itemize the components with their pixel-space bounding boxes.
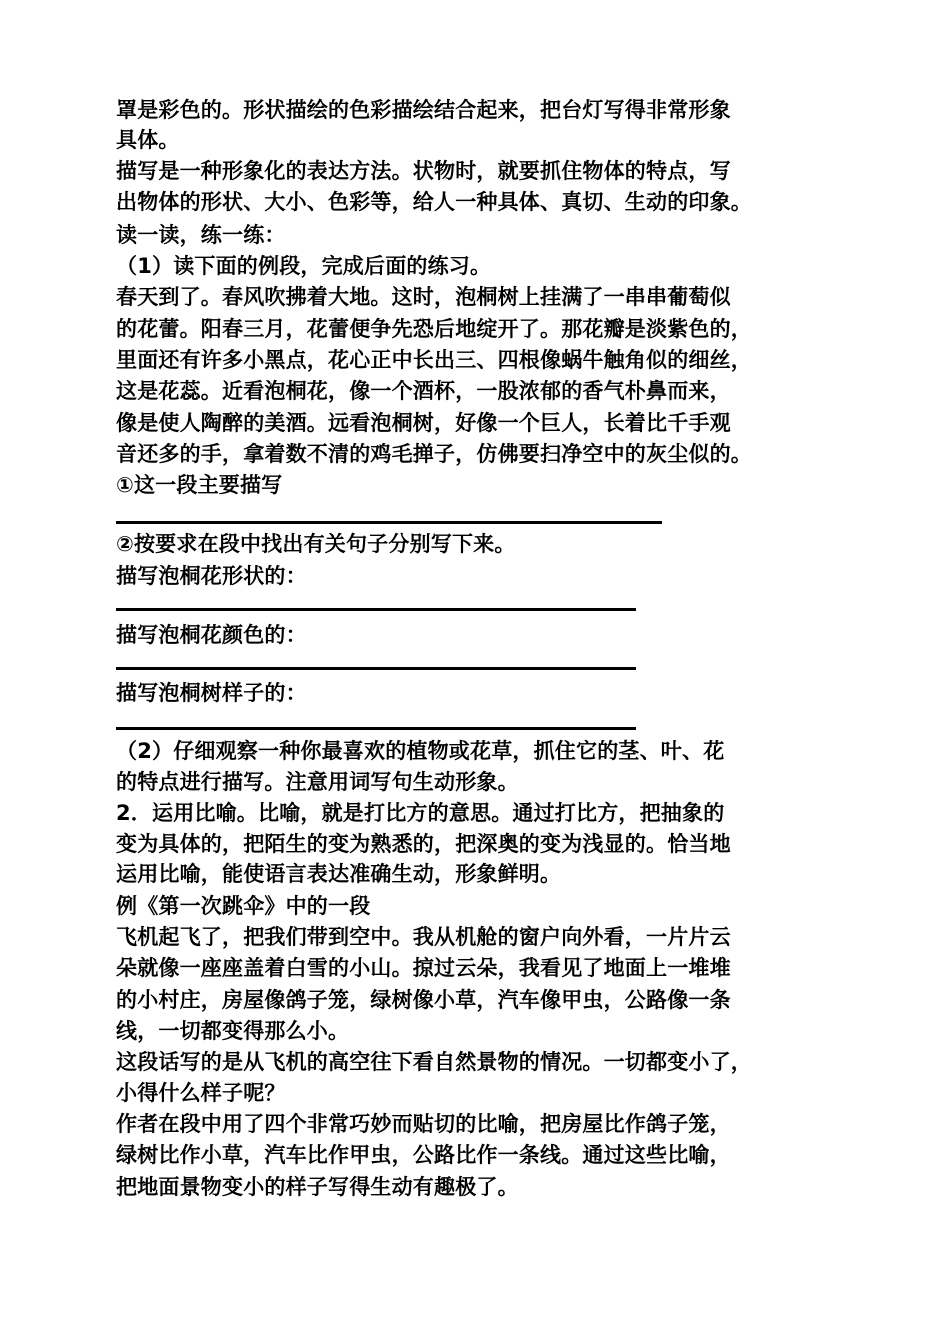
text-line: 里面还有许多小黑点，花心正中长出三、四根像蜗牛触角似的细丝， [116, 348, 752, 372]
text-line: 运用比喻，能使语言表达准确生动，形象鲜明。 [116, 862, 562, 886]
text-line: （2）仔细观察一种你最喜欢的植物或花草，抓住它的茎、叶、花 [116, 739, 725, 763]
question-2-label: ②按要求在段中找出有关句子分别写下来。 [116, 532, 516, 556]
text-line: 读一读，练一练： [116, 223, 286, 247]
answer-blank[interactable] [116, 667, 636, 670]
text-line: 飞机起飞了，把我们带到空中。我从机舱的窗户向外看，一片片云 [116, 925, 731, 949]
answer-blank[interactable] [116, 608, 636, 611]
text-line: 罩是彩色的。形状描绘的色彩描绘结合起来，把台灯写得非常形象 [116, 98, 731, 122]
text-line: 这段话写的是从飞机的高空往下看自然景物的情况。一切都变小了， [116, 1050, 752, 1074]
text-line: 朵就像一座座盖着白雪的小山。掠过云朵，我看见了地面上一堆堆 [116, 956, 731, 980]
text-line: 描写是一种形象化的表达方法。状物时，就要抓住物体的特点，写 [116, 159, 731, 183]
text-line: 的特点进行描写。注意用词写句生动形象。 [116, 770, 519, 794]
text-line: 具体。 [116, 128, 180, 152]
answer-blank[interactable] [116, 727, 636, 730]
text-line: 把地面景物变小的样子写得生动有趣极了。 [116, 1175, 519, 1199]
question-1-label: ①这一段主要描写 [116, 473, 283, 497]
text-line: 线，一切都变得那么小。 [116, 1019, 350, 1043]
text-line: 2．运用比喻。比喻，就是打比方的意思。通过打比方，把抽象的 [116, 801, 725, 825]
text-line: 出物体的形状、大小、色彩等，给人一种具体、真切、生动的印象。 [116, 190, 752, 214]
text-line: （1）读下面的例段，完成后面的练习。 [116, 254, 492, 278]
text-line: 的小村庄，房屋像鸽子笼，绿树像小草，汽车像甲虫，公路像一条 [116, 988, 731, 1012]
text-line: 春天到了。春风吹拂着大地。这时，泡桐树上挂满了一串串葡萄似 [116, 285, 731, 309]
text-line: 的花蕾。阳春三月，花蕾便争先恐后地绽开了。那花瓣是淡紫色的， [116, 317, 752, 341]
text-line: 描写泡桐树样子的： [116, 681, 307, 705]
text-line: 变为具体的，把陌生的变为熟悉的，把深奥的变为浅显的。恰当地 [116, 832, 731, 856]
answer-blank[interactable] [116, 521, 662, 524]
text-line: 这是花蕊。近看泡桐花，像一个酒杯，一股浓郁的香气朴鼻而来， [116, 379, 731, 403]
text-line: 描写泡桐花颜色的： [116, 623, 307, 647]
text-line: 描写泡桐花形状的： [116, 564, 307, 588]
text-line: 像是使人陶醉的美酒。远看泡桐树，好像一个巨人，长着比千手观 [116, 411, 731, 435]
text-line: 作者在段中用了四个非常巧妙而贴切的比喻，把房屋比作鸽子笼， [116, 1112, 731, 1136]
text-line: 小得什么样子呢？ [116, 1081, 286, 1105]
text-line: 绿树比作小草，汽车比作甲虫，公路比作一条线。通过这些比喻， [116, 1143, 731, 1167]
text-line: 例《第一次跳伞》中的一段 [116, 894, 371, 918]
text-line: 音还多的手，拿着数不清的鸡毛掸子，仿佛要扫净空中的灰尘似的。 [116, 442, 752, 466]
